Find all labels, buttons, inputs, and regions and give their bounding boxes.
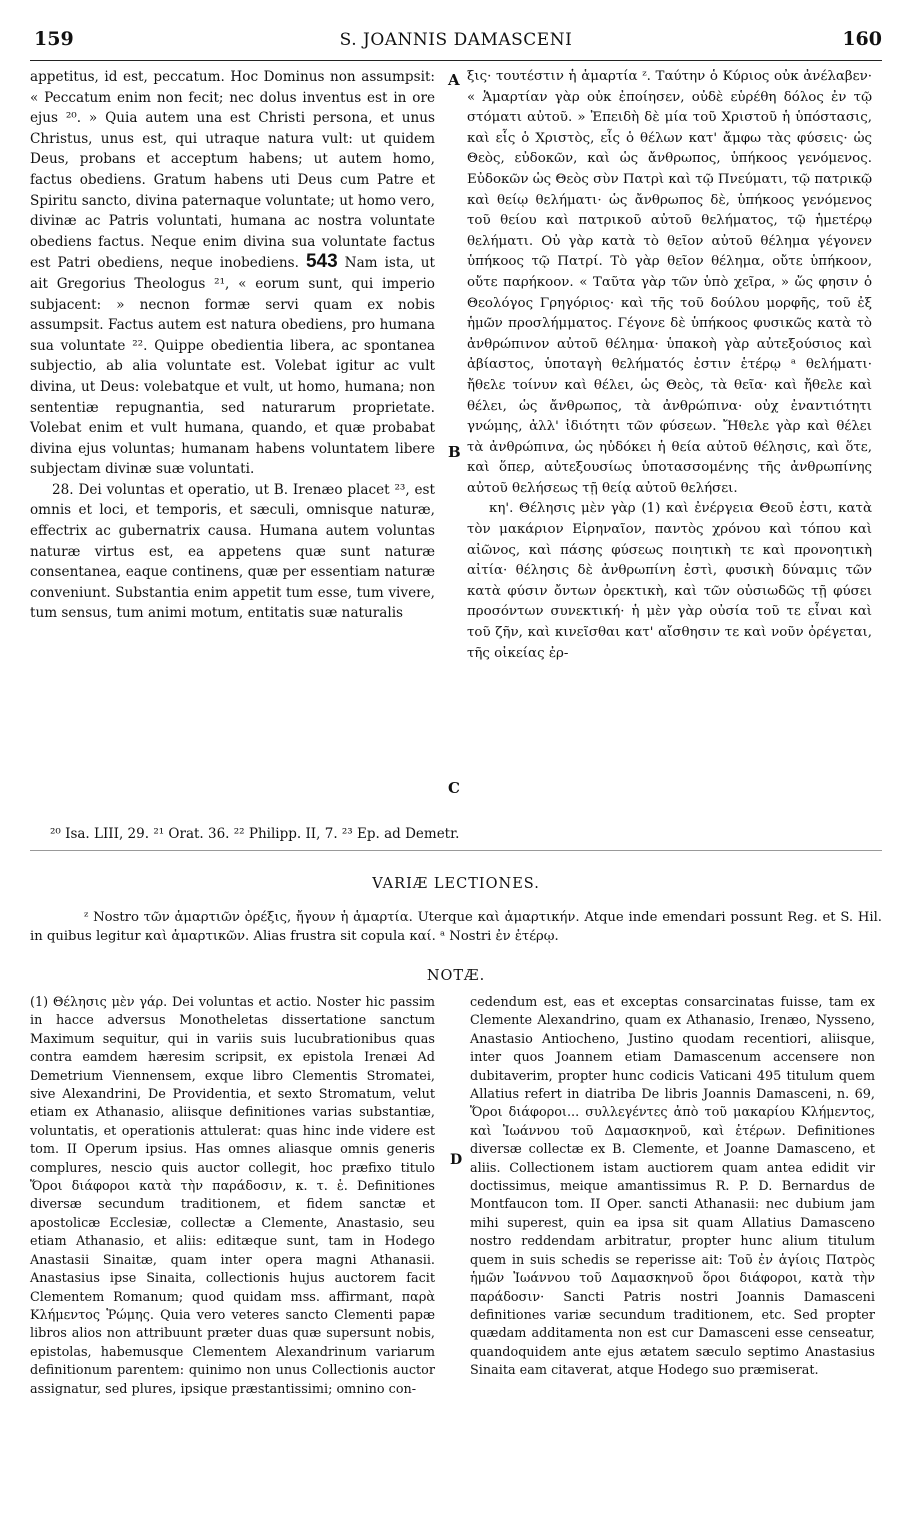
latin-paragraph-1b: Nam ista, ut ait Gregorius Theologus ²¹, « eorum sunt, qui imperio subjacent: » necnon formæ servi quam ex nobis assumpsit. Factus autem est natura obediens, pro humana sua voluntate ²². Quippe obedientia libera, ac spontanea subjectio, ab alia voluntate est. Volebat igitur ac vult divina, ut Deus: volebatque et vult, ut homo, humana; non sententiæ repugnantia, sed naturarum proprietate. Volebat enim et vult humana, quando, et quæ probabat divina ejus voluntas; humanam habens voluntatem libere subjectam divinæ suæ voluntati. bbox=[30, 255, 435, 478]
page-number-right: 160 bbox=[842, 28, 882, 50]
variae-lectiones-text bbox=[30, 908, 882, 946]
notes-column-left: (1) Θέλησις μὲν γάρ. Dei voluntas et actio. Noster hic passim in hacce adversus Monotheletas dissertatione sanctum Maximum sequitur, qui in variis suis lucubrationibus quas contra eamdem hæresim scripsit, ex epistola Irenæi Ad Demetrium Viennensem, exque libro Clementis Stromatei, sive Alexandrini, De Providentia, et sexto Stromatum, velut etiam ex Athanasio, aliisque definitiones varias substantiæ, voluntatis, et operationis attulerat: quas hinc inde videre est tom. II Operum ipsius. Has omnes aliasque omnis generis complures, nescio quis auctor collegit, hoc præfixo titulo Ὅροι διάφοροι κατὰ τὴν παράδοσιν, κ. τ. ἑ. Definitiones diversæ secundum traditionem, et fidem sanctæ et apostolicæ Ecclesiæ, collectæ a Clemente, Anastasio, seu etiam Athanasio, et aliis: editæque sunt, tam in Hodego Anastasii Sinaitæ, quam inter opera magni Athanasii. Anastasius ipse Sinaita, collectionis hujus auctorem facit Clementem Romanum; quod quidam mss. affirmant, παρὰ Κλήμεντος Ῥώμης. Quia vero veteres sancto Clementi papæ libros alios non attribuunt præter duas quæ supersunt nobis, epistolas, habemusque Clementem Alexandrinum variarum definitionum parentem: quinimo non unus Collectionis auctor assignatur, sed plures, ipsique præstantissimi; omnino con- bbox=[30, 995, 435, 1397]
latin-column bbox=[30, 67, 435, 624]
notae-heading: NOTÆ. bbox=[426, 968, 486, 984]
margin-marker-a: A bbox=[448, 71, 460, 89]
greek-column bbox=[467, 67, 872, 664]
page-header bbox=[30, 28, 882, 61]
divider bbox=[30, 850, 882, 851]
latin-paragraph-1a: appetitus, id est, peccatum. Hoc Dominus non assumpsit: « Peccatum enim non fecit; nec dolus inventus est in ore ejus ²⁰. » Quia autem una est Christi persona, et unus Christus, unus est, qui utraque natura vult: ut quidem Deus, probans et acceptum habens; ut autem homo, factus obediens. Gratum habens uti Deus cum Patre et Spiritu sancto, divina paternaque voluntate; ut homo vero, divinæ ac Patris voluntati, humana ac nostra voluntate obediens factus. Neque enim divina sua voluntate factus est Patri obediens, neque inobediens. bbox=[30, 69, 435, 272]
running-title: S. JOANNIS DAMASCENI bbox=[339, 30, 573, 50]
notes-section bbox=[30, 994, 882, 1534]
variae-lectiones-heading: VARIÆ LECTIONES. bbox=[372, 876, 540, 892]
page-number-left: 159 bbox=[34, 28, 74, 50]
margin-marker-d: D bbox=[450, 1152, 463, 1168]
greek-paragraph-1: ξις· τουτέστιν ἡ ἁμαρτία ᶻ. Ταύτην ὁ Κύριος οὐκ ἀνέλαβεν· « Ἁμαρτίαν γὰρ οὐκ ἐποίησεν, οὐδὲ εὑρέθη δόλος ἐν τῷ στόματι αὐτοῦ. » Ἐπειδὴ δὲ μία τοῦ Χριστοῦ ἡ ὑπόστασις, καὶ εἷς ὁ Χριστὸς, εἷς ὁ θέλων κατ' ἄμφω τὰς φύσεις· ὡς Θεὸς, εὐδοκῶν, καὶ ὡς ἄνθρωπος, ὑπήκοος γενόμενος. Εὐδοκῶν ὡς Θεὸς σὺν Πατρὶ καὶ τῷ Πνεύματι, τῷ πατρικῷ καὶ θείῳ θελήματι· ὡς ἄνθρωπος δὲ, ὑπήκοος γενόμενος τοῦ θείου καὶ πατρικοῦ αὐτοῦ θελήματος, τῷ ἡμετέρῳ θελήματι. Οὐ γὰρ κατὰ τὸ θεῖον αὐτοῦ θέλημα γέγονεν ὑπήκοος τῷ Πατρί. Τὸ γὰρ θεῖον θέλημα, οὔτε ὑπήκοον, οὔτε παρήκοον. « Ταῦτα γὰρ τῶν ὑπὸ χεῖρα, » ὥς φησιν ὁ Θεολόγος Γρηγόριος· καὶ τῆς τοῦ δούλου μορφῆς, τοῦ ἐξ ἡμῶν προσλήμματος. Γέγονε δὲ ὑπήκοος φυσικῶς κατὰ τὸ ἀνθρώπινον αὐτοῦ θέλημα· ὑπακοὴ γὰρ αὐτεξούσιος καὶ ἀβίαστος, ὑποταγὴ θελήματός ἐστιν ἑτέρῳ ᵃ θελήματι· ἤθελε τοίνυν καὶ θέλει, ὡς Θεὸς, τὰ θεῖα· καὶ ἤθελε καὶ θέλει, ὡς ἄνθρωπος, τὰ ἀνθρώπινα· οὐχ ἐναντιότητι γνώμης, ἀλλ' ἰδιότητι τῶν φύσεων. Ἤθελε γὰρ καὶ θέλει τὰ ἀνθρώπινα, ὡς ηὐδόκει ἡ θεία αὐτοῦ θέλησις, καὶ ὅτε, καὶ ὅπερ, αὐτεξουσίως ὑποτασσομένης τῆς ἀνθρωπίνης αὐτοῦ θελήσεως τῇ θείᾳ αὐτοῦ θελήσει. bbox=[467, 69, 872, 496]
variae-text: ᶻ Nostro τῶν ἁμαρτιῶν ὀρέξις, ἤγουν ἡ ἁμαρτία. Uterque καὶ ἁμαρτικήν. Atque inde emendari possunt Reg. et S. Hil. in quibus legitur καὶ ἁμαρτικῶν. Alias frustra sit copula καί. ᵃ Nostri ἐν ἑτέρῳ. bbox=[30, 910, 882, 944]
main-text bbox=[30, 67, 882, 797]
latin-paragraph-2: 28. Dei voluntas et operatio, ut B. Irenæo placet ²³, est omnis et loci, et temporis, et sæculi, omnisque naturæ, effectrix ac gubernatrix causa. Humana autem voluntas naturæ virtus est, ea appetens quæ sunt naturæ consentanea, eaque continens, quæ per essentiam naturæ conveniunt. Substantia enim appetit tum esse, tum vivere, tum sensus, tum animi motum, entitatis suæ naturalis bbox=[30, 481, 435, 622]
margin-marker-c: C bbox=[448, 779, 460, 797]
column-number: 543 bbox=[305, 251, 338, 273]
notes-column-right: cedendum est, eas et exceptas consarcinatas fuisse, tam ex Clemente Alexandrino, quam ex Athanasio, Irenæo, Nysseno, Anastasio Antiocheno, Justino quodam recentiori, aliisque, inter quos Joannem etiam Damascenum accensere non dubitaverim, propter hunc codicis Vaticani 495 titulum quem Allatius refert in diatriba De libris Joannis Damasceni, n. 69, Ὅροι διάφοροι... συλλεγέντες ἀπὸ τοῦ μακαρίου Κλήμεντος, καὶ Ἰωάννου τοῦ Δαμασκηνοῦ, καὶ ἑτέρων. Definitiones diversæ collectæ ex B. Clemente, et Joanne Damasceno, et aliis. Collectionem istam auctiorem quam antea edidit vir doctissimus, meique amantissimus R. P. D. Bernardus de Montfaucon tom. II Oper. sancti Athanasii: nec dubium jam mihi superest, quin ea ipsa sit quam Allatius Damasceno nostro reddendam arbitratur, propter hunc alium titulum quem in suis schedis se reperisse ait: Τοῦ ἐν ἁγίοις Πατρὸς ἡμῶν Ἰωάννου τοῦ Δαμασκηνοῦ ὅροι διάφοροι, κατὰ τὴν παράδοσιν· Sancti Patris nostri Joannis Damasceni definitiones variæ secundum traditionem, etc. Sed propter quædam additamenta non est cur Damasceni esse censeatur, quandoquidem ante ejus ætatem sæculo septimo Anastasius Sinaita eam citaverat, atque Hodego suo præmiserat. bbox=[470, 995, 875, 1379]
page bbox=[30, 28, 882, 1397]
margin-marker-b: B bbox=[448, 443, 461, 461]
greek-paragraph-2: κη'. Θέλησις μὲν γὰρ (1) καὶ ἐνέργεια Θεοῦ ἐστι, κατὰ τὸν μακάριον Εἰρηναῖον, παντὸς χρόνου καὶ τόπου καὶ αἰῶνος, καὶ πάσης φύσεως ποιητικὴ τε καὶ προνοητικὴ αἰτία· θέλησις δὲ ἀνθρωπίνη ἐστὶ, φυσικὴ δύναμις τῶν κατὰ φύσιν ὄντων ὀρεκτικὴ, καὶ τῶν οὐσιωδῶς τῇ φύσει προσόντων συνεκτική· ἡ μὲν γὰρ οὐσία τοῦ τε εἶναι καὶ τοῦ ζῆν, καὶ κινεῖσθαι κατ' αἴσθησιν τε καὶ νοῦν ὀρέγεται, τῆς οἰκείας ἐρ- bbox=[467, 501, 872, 661]
footnote-references: ²⁰ Isa. LIII, 29. ²¹ Orat. 36. ²² Philipp. II, 7. ²³ Ep. ad Demetr. bbox=[50, 826, 460, 842]
